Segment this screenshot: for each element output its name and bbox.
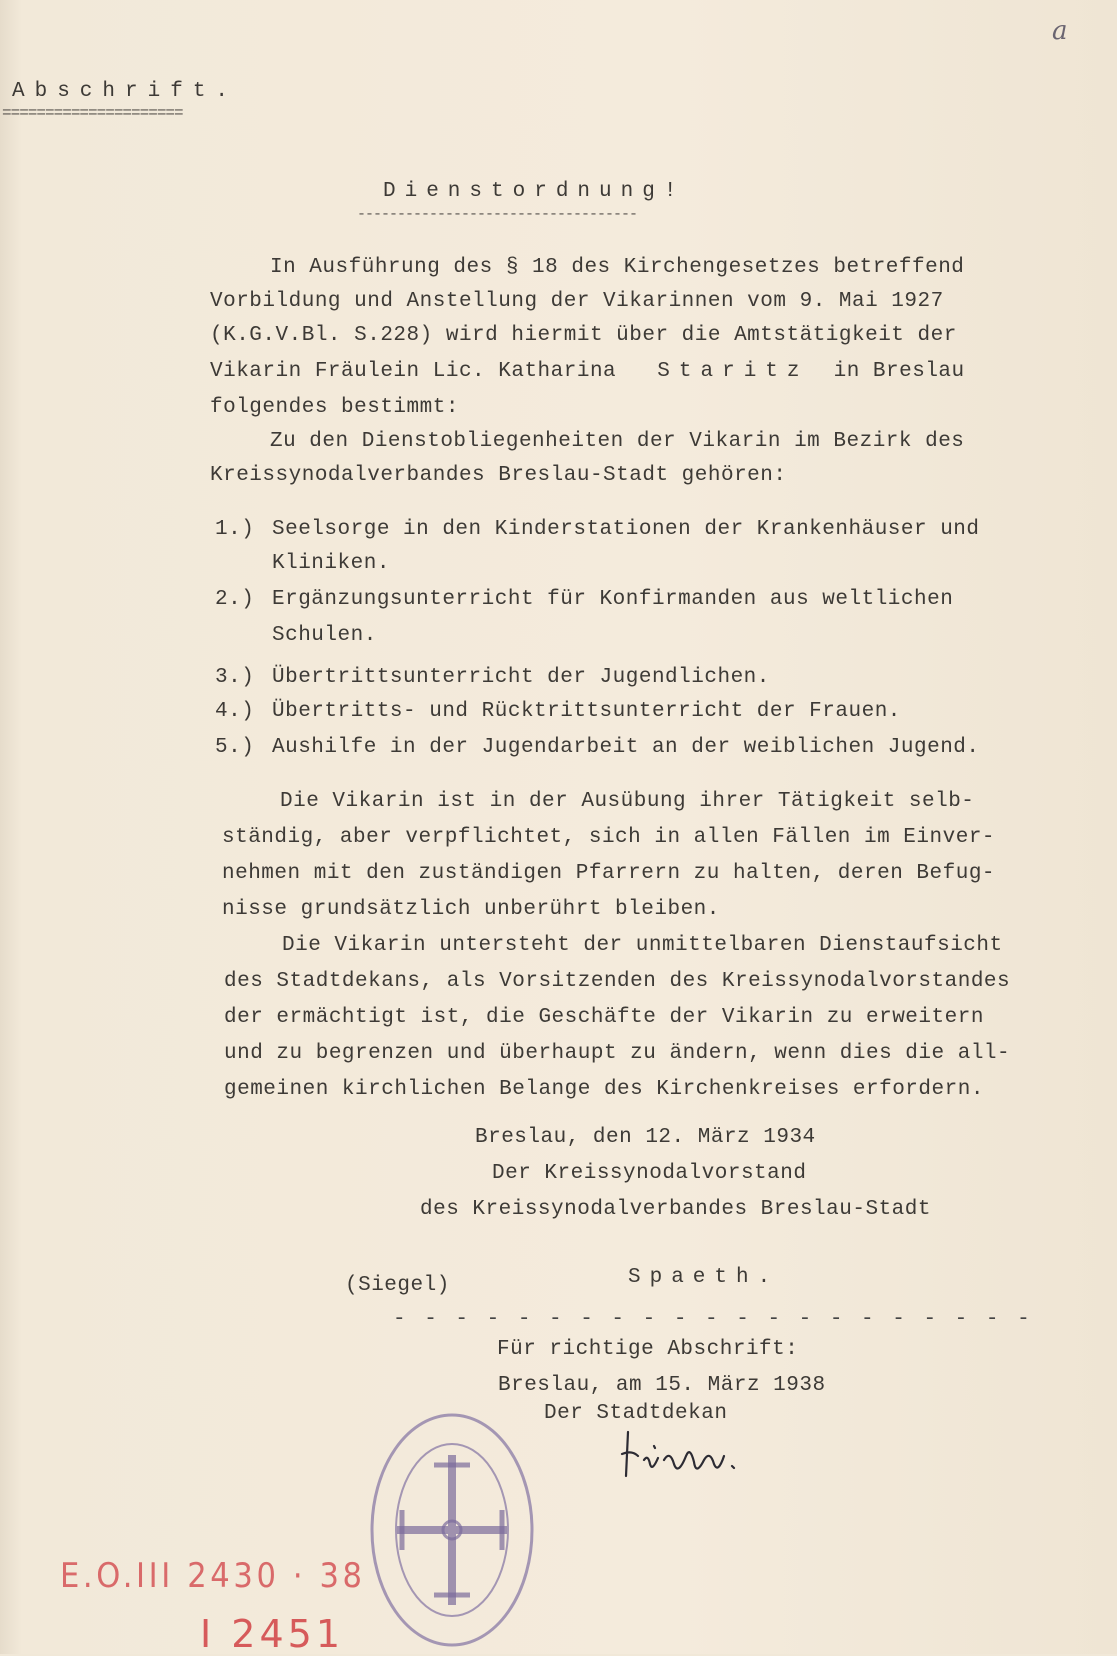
para4-line5: gemeinen kirchlichen Belange des Kirchenkreises erfordern.	[224, 1078, 984, 1101]
para1-line5: folgendes bestimmt:	[210, 396, 459, 419]
closing-org-line1: Der Kreissynodalvorstand	[492, 1162, 807, 1185]
seal-note: (Siegel)	[345, 1274, 450, 1297]
separator-dashes: - - - - - - - - - - - - - - - - - - - - -	[393, 1308, 1033, 1331]
list-item-1-line2: Kliniken.	[272, 552, 390, 575]
para2-line2: Kreissynodalverbandes Breslau-Stadt gehören:	[210, 464, 787, 487]
list-item-2-line1: Ergänzungsunterricht für Konfirmanden aus weltlichen	[272, 588, 954, 611]
list-item-4-line1: Übertritts- und Rücktrittsunterricht der Frauen.	[272, 700, 901, 723]
signatory-name: Spaeth.	[628, 1266, 780, 1289]
header-underline: =====================	[2, 104, 183, 122]
list-item-2-line2: Schulen.	[272, 624, 377, 647]
closing-place-date: Breslau, den 12. März 1934	[475, 1126, 816, 1149]
vikarin-name: Staritz	[657, 360, 809, 383]
para3-line2: ständig, aber verpflichtet, sich in allen Fällen im Einver-	[222, 826, 996, 849]
para1-line4-end: in Breslau	[833, 360, 965, 383]
document-title: Dienstordnung!	[383, 180, 686, 203]
certification-line1: Für richtige Abschrift:	[497, 1338, 799, 1361]
para3-line1: Die Vikarin ist in der Ausübung ihrer Tätigkeit selb-	[280, 790, 975, 813]
list-item-2-number: 2.)	[215, 588, 255, 611]
church-seal-stamp	[362, 1405, 542, 1655]
certification-line3: Der Stadtdekan	[544, 1402, 728, 1425]
list-item-3-number: 3.)	[215, 666, 255, 689]
list-item-5-number: 5.)	[215, 736, 255, 759]
para3-line3: nehmen mit den zuständigen Pfarrern zu halten, deren Befug-	[222, 862, 996, 885]
certification-line2: Breslau, am 15. März 1938	[498, 1374, 826, 1397]
document-header: Abschrift.	[12, 80, 239, 103]
para4-line1: Die Vikarin untersteht der unmittelbaren Dienstaufsicht	[282, 934, 1003, 957]
para4-line2: des Stadtdekans, als Vorsitzenden des Kreissynodalvorstandes	[224, 970, 1011, 993]
para1-line4-start: Vikarin Fräulein Lic. Katharina	[210, 360, 617, 383]
list-item-5-line1: Aushilfe in der Jugendarbeit an der weiblichen Jugend.	[272, 736, 980, 759]
handwritten-signature	[620, 1420, 760, 1490]
para1-line3: (K.G.V.Bl. S.228) wird hiermit über die Amtstätigkeit der	[210, 324, 957, 347]
para4-line4: und zu begrenzen und überhaupt zu ändern, wenn dies die all-	[224, 1042, 1011, 1065]
list-item-1-number: 1.)	[215, 518, 255, 541]
title-underline: -----------------------------------	[357, 206, 638, 223]
para2-line1: Zu den Dienstobliegenheiten der Vikarin im Bezirk des	[270, 430, 965, 453]
para1-line4	[210, 360, 965, 383]
para1-line1: In Ausführung des § 18 des Kirchengesetzes betreffend	[270, 256, 965, 279]
registry-stamp-number: E.O.III 2430 · 38	[60, 1556, 366, 1596]
para4-line3: der ermächtigt ist, die Geschäfte der Vikarin zu erweitern	[224, 1006, 984, 1029]
list-item-3-line1: Übertrittsunterricht der Jugendlichen.	[272, 666, 770, 689]
registry-stamp-number-2: I 2451	[200, 1612, 344, 1656]
para3-line4: nisse grundsätzlich unberührt bleiben.	[222, 898, 720, 921]
closing-org-line2: des Kreissynodalverbandes Breslau-Stadt	[420, 1198, 931, 1221]
para1-line2: Vorbildung und Anstellung der Vikarinnen vom 9. Mai 1927	[210, 290, 944, 313]
list-item-4-number: 4.)	[215, 700, 255, 723]
corner-mark: a	[1052, 16, 1068, 46]
list-item-1-line1: Seelsorge in den Kinderstationen der Krankenhäuser und	[272, 518, 980, 541]
